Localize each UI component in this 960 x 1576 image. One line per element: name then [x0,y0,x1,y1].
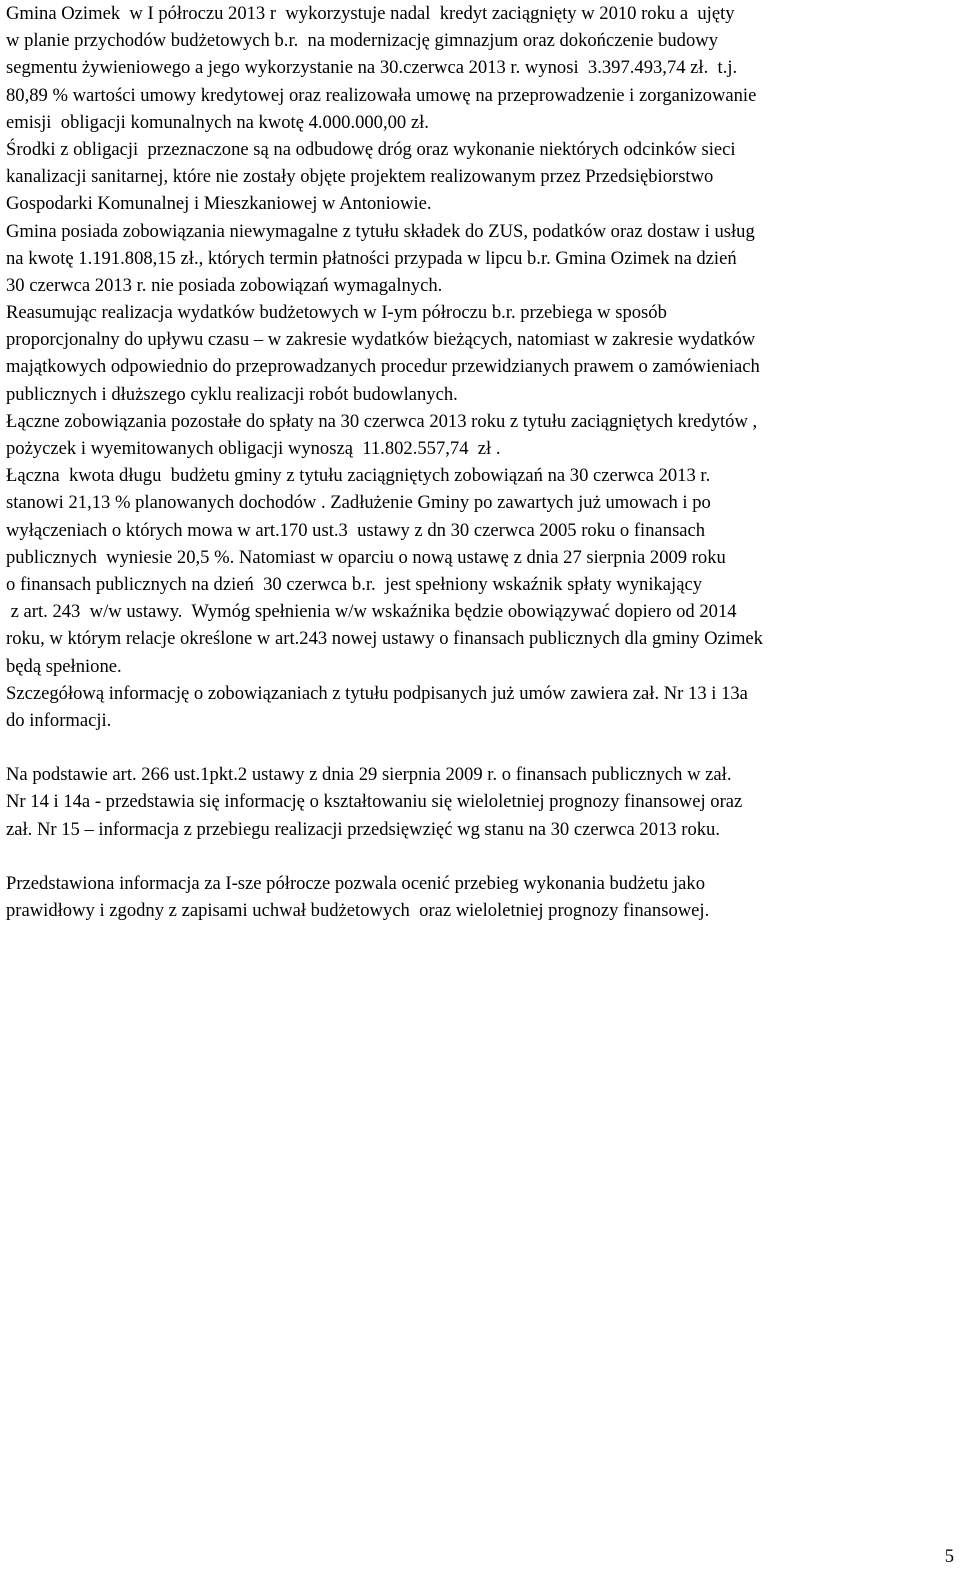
text-line: Środki z obligacji przeznaczone są na odbudowę dróg oraz wykonanie niektórych odcinków sieci [6,138,736,160]
text-line: Łączna kwota długu budżetu gminy z tytułu zaciągniętych zobowiązań na 30 czerwca 2013 r. [6,465,711,487]
text-line: Łączne zobowiązania pozostałe do spłaty na 30 czerwca 2013 roku z tytułu zaciągniętych kredytów , [6,410,758,432]
text-line: pożyczek i wyemitowanych obligacji wynoszą 11.802.557,74 zł . [6,438,501,459]
text-line: majątkowych odpowiednio do przeprowadzanych procedur przewidzianych prawem o zamówieniach [6,356,760,378]
text-line: Gospodarki Komunalnej i Mieszkaniowej w Antoniowie. [6,193,432,215]
text-line: emisji obligacji komunalnych na kwotę 4.000.000,00 zł. [6,111,429,133]
text-line: Reasumując realizacja wydatków budżetowych w I-ym półroczu b.r. przebiega w sposób [6,302,667,324]
blank-line [6,734,954,761]
text-line: na kwotę 1.191.808,15 zł., których termin płatności przypada w lipcu b.r. Gmina Ozimek na dzień [6,247,737,269]
text-line: Nr 14 i 14a - przedstawia się informację o kształtowaniu się wieloletniej prognozy finansowej oraz [6,791,743,813]
document-page [6,0,954,924]
text-line: do informacji. [6,709,112,731]
text-line: publicznych i dłuższego cyklu realizacji robót budowlanych. [6,383,458,405]
text-line: Szczegółową informację o zobowiązaniach z tytułu podpisanych już umów zawiera zał. Nr 13 i 13a [6,682,748,704]
text-line: zał. Nr 15 – informacja z przebiegu realizacji przedsięwzięć wg stanu na 30 czerwca 2013 roku. [6,818,720,840]
text-line: roku, w którym relacje określone w art.243 nowej ustawy o finansach publicznych dla gminy Ozimek [6,628,763,650]
text-line: Gmina posiada zobowiązania niewymagalne z tytułu składek do ZUS, podatków oraz dostaw i usług [6,220,755,242]
text-line: prawidłowy i zgodny z zapisami uchwał budżetowych oraz wieloletniej prognozy finansowej. [6,900,710,922]
text-line: będą spełnione. [6,655,122,677]
text-line: o finansach publicznych na dzień 30 czerwca b.r. jest spełniony wskaźnik spłaty wynikający [6,573,703,595]
text-line: wyłączeniach o których mowa w art.170 ust.3 ustawy z dn 30 czerwca 2005 roku o finansach [6,519,706,541]
blank-line [6,843,954,870]
text-line: segmentu żywieniowego a jego wykorzystanie na 30.czerwca 2013 r. wynosi 3.397.493,74 zł. t.j. [6,57,738,79]
text-line: 30 czerwca 2013 r. nie posiada zobowiązań wymagalnych. [6,274,443,296]
text-line: z art. 243 w/w ustawy. Wymóg spełnienia w/w wskaźnika będzie obowiązywać dopiero od 2014 [6,601,737,623]
text-line: Przedstawiona informacja za I-sze półrocze pozwala ocenić przebieg wykonania budżetu jako [6,873,706,894]
text-line: 80,89 % wartości umowy kredytowej oraz realizowała umowę na przeprowadzenie i zorganizowanie [6,84,757,106]
text-line: stanowi 21,13 % planowanych dochodów . Zadłużenie Gminy po zawartych już umowach i po [6,492,711,514]
text-line: Gmina Ozimek w I półroczu 2013 r wykorzystuje nadal kredyt zaciągnięty w 2010 roku a ujęty [6,3,735,24]
text-line: publicznych wyniesie 20,5 %. Natomiast w oparciu o nową ustawę z dnia 27 sierpnia 2009 roku [6,546,726,568]
text-line: proporcjonalny do upływu czasu – w zakresie wydatków bieżących, natomiast w zakresie wydatków [6,329,756,351]
text-line: Na podstawie art. 266 ust.1pkt.2 ustawy z dnia 29 sierpnia 2009 r. o finansach publicznych w zał. [6,764,732,786]
text-line: w planie przychodów budżetowych b.r. na modernizację gimnazjum oraz dokończenie budowy [6,30,719,52]
text-line: kanalizacji sanitarnej, które nie zostały objęte projektem realizowanym przez Przedsiębiorstwo [6,166,714,188]
page-number: 5 [944,1546,954,1567]
